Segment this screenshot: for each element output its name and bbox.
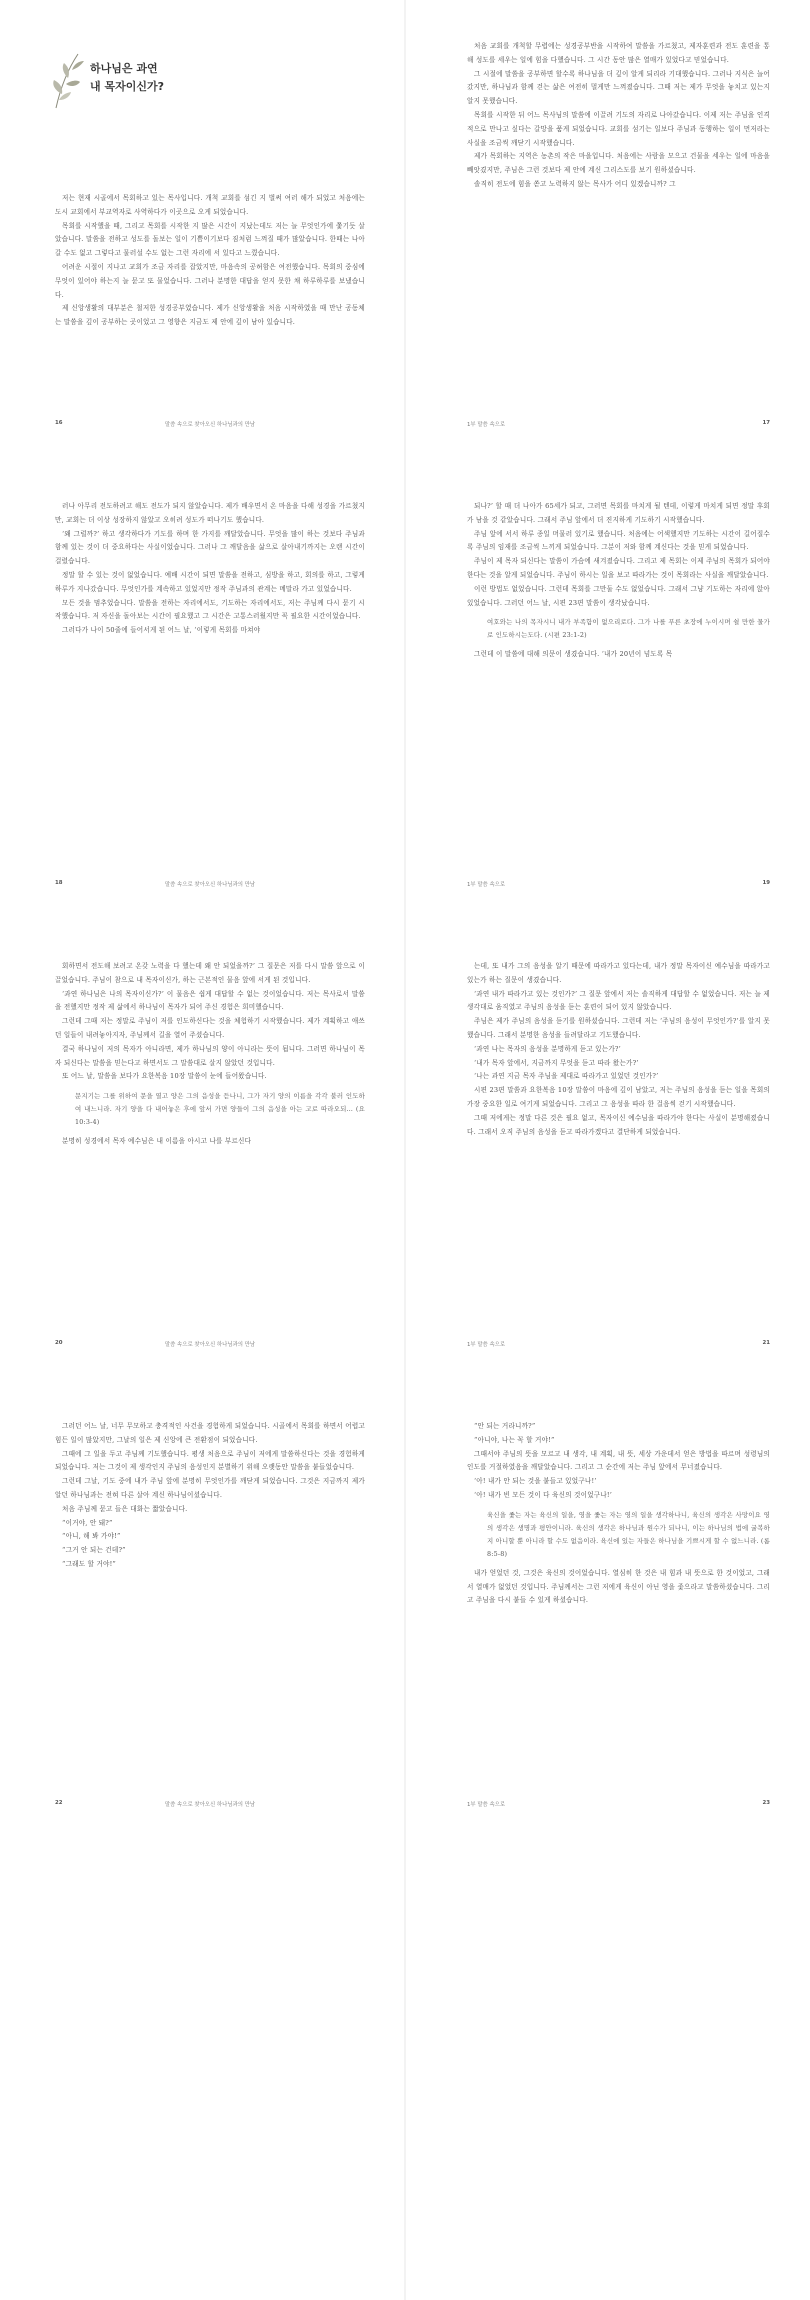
paragraph: ‘아! 내가 빈 모든 것이 다 육신의 것이었구나!’ xyxy=(474,1490,613,1499)
chapter-title-line-2: 내 목자이신가? xyxy=(90,80,164,93)
dialogue-line: “안 되는 거라니까?” xyxy=(474,1422,536,1430)
page-20 xyxy=(0,920,405,1380)
page-number: 23 xyxy=(762,1800,770,1806)
page-number: 21 xyxy=(762,1340,770,1346)
dialogue-line: “그거 안 되는 건데?” xyxy=(62,1546,126,1555)
paragraph: 는데, 또 내가 그의 음성을 알기 때문에 따라가고 있다는데, 내가 정말 목자이신 예수님을 따라가고 있는가 하는 질문이 생겼습니다. xyxy=(467,962,770,984)
paragraph: 어려운 시절이 지나고 교회가 조금 자리를 잡았지만, 마음속의 공허함은 여전했습니다. 목회의 중심에 무엇이 있어야 하는지 늘 묻고 또 물었습니다. 그러나 분명한 대답을 얻지 못한 채 하루하루를 보냈습니다. xyxy=(55,262,365,299)
paragraph: 제가 목회하는 지역은 농촌의 작은 마을입니다. 처음에는 사람을 모으고 건물을 세우는 일에 마음을 빼앗겼지만, 주님은 그런 것보다 제 안에 계신 그리스도를 보기 원하셨습니다. xyxy=(467,152,770,175)
spread-pages-20-21 xyxy=(0,920,810,1380)
scripture-quote: 육신을 좇는 자는 육신의 일을, 영을 좇는 자는 영의 일을 생각하나니, 육신의 생각은 사망이요 영의 생각은 생명과 평안이니라. 육신의 생각은 하나님과 원수가 되나니, 이는 하나님의 법에 굴복하지 아니할 뿐 아니라 할 수도 없음이라. 육신에 있는 자들은 하나님을 기쁘시게 할 수 없느니라. (롬 8:5-8) xyxy=(487,1510,770,1558)
page-21 xyxy=(405,920,810,1380)
paragraph: 러나 아무리 전도하려고 해도 전도가 되지 않았습니다. 제가 배우면서 온 마음을 다해 성경을 가르쳤지만, 교회는 더 이상 성장하지 않았고 오히려 성도가 떠나기도 했습니다. xyxy=(55,502,365,524)
page-number: 18 xyxy=(55,880,63,886)
page-footer xyxy=(55,1800,365,1810)
page-number: 17 xyxy=(762,420,770,426)
body-text xyxy=(467,40,770,192)
page-footer xyxy=(55,1340,365,1350)
paragraph: 그런데 이 말씀에 대해 의문이 생겼습니다. ‘내가 20년이 넘도록 목 xyxy=(474,650,673,659)
paragraph: ‘나는 과연 지금 목자 주님을 제대로 따라가고 있었던 것인가?’ xyxy=(474,1072,659,1081)
page-17 xyxy=(405,0,810,460)
paragraph: 시편 23편 말씀과 요한복음 10장 말씀이 마음에 깊이 남았고, 저는 주님의 음성을 듣는 일을 목회의 가장 중요한 일로 여기게 되었습니다. 그리고 그 음성을 따라 한 걸음씩 걷기 시작했습니다. xyxy=(467,1086,770,1108)
paragraph: 그런데 그날, 기도 중에 내가 주님 앞에 분명히 무엇인가를 깨닫게 되었습니다. 그것은 지금까지 제가 알던 하나님과는 전혀 다른 살아 계신 하나님이셨습니다. xyxy=(55,1477,365,1499)
page-footer xyxy=(467,420,770,430)
running-title: 1부 말씀 속으로 xyxy=(467,1802,506,1808)
paragraph: 처음 주님께 묻고 들은 대화는 짧았습니다. xyxy=(62,1504,188,1513)
body-text xyxy=(467,500,770,662)
body-text xyxy=(55,1420,365,1572)
page-number: 16 xyxy=(55,420,63,426)
page-footer xyxy=(467,1340,770,1350)
paragraph: ‘과연 나는 목자의 음성을 분명하게 듣고 있는가?’ xyxy=(474,1044,621,1053)
paragraph: 주님 앞에 서서 하루 종일 머물러 있기로 했습니다. 처음에는 어색했지만 기도하는 시간이 길어질수록 주님의 임재를 조금씩 느끼게 되었습니다. 그분이 저와 함께 계신다는 것을 믿게 되었습니다. xyxy=(467,529,770,552)
dialogue-line: “아니, 해 봐 가야!” xyxy=(62,1532,121,1541)
paragraph: 저는 현재 시골에서 목회하고 있는 목사입니다. 개척 교회를 섬긴 지 벌써 여러 해가 되었고 처음에는 도시 교회에서 부교역자로 사역하다가 이곳으로 오게 되었습니다. xyxy=(55,194,365,216)
paragraph: 그 시절에 말씀을 공부하면 할수록 하나님을 더 깊이 알게 되리라 기대했습니다. 그러나 지식은 늘어갔지만, 하나님과 함께 걷는 삶은 여전히 멀게만 느껴졌습니다. 그때 저는 제가 무엇을 놓치고 있는지 알지 못했습니다. xyxy=(467,69,770,106)
paragraph: 되나?’ 할 때 더 나아가 65세가 되고, 그러면 목회를 마치게 될 텐데, 이렇게 마치게 되면 정말 후회가 남을 것 같았습니다. 그래서 주님 앞에서 더 진지하게 기도하기 시작했습니다. xyxy=(467,502,770,524)
paragraph: 처음 교회를 개척할 무렵에는 성경공부반을 시작하여 말씀을 가르쳤고, 제자훈련과 전도 훈련을 통해 성도를 세우는 일에 힘을 다했습니다. 그 시간 동안 많은 열매가 있었다고 믿었습니다. xyxy=(467,42,770,64)
paragraph: 주님이 제 목자 되신다는 말씀이 가슴에 새겨졌습니다. 그리고 제 목회는 이제 주님의 목회가 되어야 한다는 것을 알게 되었습니다. 주님이 하시는 일을 보고 따라가는 것이 목회라는 사실을 깨달았습니다. xyxy=(467,557,770,579)
page-23 xyxy=(405,1380,810,1840)
paragraph: ‘내가 목자 앞에서, 지금까지 무엇을 듣고 따라 왔는가?’ xyxy=(474,1058,639,1067)
paragraph: 회하면서 전도해 보려고 온갖 노력을 다 했는데 왜 안 되었을까?’ 그 질문은 저를 다시 말씀 앞으로 이끌었습니다. 주님이 참으로 내 목자이신가, 하는 근본적인 물음 앞에 서게 된 것입니다. xyxy=(55,962,365,984)
dialogue-line: “그래도 할 거야!” xyxy=(62,1559,117,1568)
paragraph: 결국 하나님이 저의 목자가 아니라면, 제가 하나님의 양이 아니라는 뜻이 됩니다. 그러면 하나님이 목자 되신다는 말씀을 믿는다고 하면서도 그 말씀대로 살지 않았던 것입니다. xyxy=(55,1044,365,1067)
running-title: 1부 말씀 속으로 xyxy=(467,882,506,888)
running-title: 말씀 속으로 찾아오신 하나님과의 만남 xyxy=(164,882,256,888)
dialogue-line: “아니야, 나는 꼭 할 거야!” xyxy=(474,1435,555,1444)
spread-pages-22-23 xyxy=(0,1380,810,1840)
paragraph: 이런 방법도 없었습니다. 그런데 목회를 그만둘 수도 없었습니다. 그래서 그냥 기도하는 자리에 앉아 있었습니다. 그러던 어느 날, 시편 23편 말씀이 생각났습니다. xyxy=(467,584,770,607)
spread-pages-16-17 xyxy=(0,0,810,460)
paragraph: 그러던 어느 날, 너무 무모하고 충격적인 사건을 경험하게 되었습니다. 시골에서 목회를 하면서 어렵고 힘든 일이 많았지만, 그날의 일은 제 신앙에 큰 전환점이 되었습니다. xyxy=(55,1422,365,1444)
page-22 xyxy=(0,1380,405,1840)
dialogue-line: “이거야, 안 돼?” xyxy=(62,1518,113,1527)
page-number: 22 xyxy=(55,1800,63,1806)
body-text xyxy=(55,192,365,330)
page-number: 19 xyxy=(762,880,770,886)
scripture-quote: 여호와는 나의 목자시니 내가 부족함이 없으리로다. 그가 나를 푸른 초장에 누이시며 쉴 만한 물가로 인도하시는도다. (시편 23:1-2) xyxy=(487,618,770,640)
page-footer xyxy=(467,880,770,890)
paragraph: 또 어느 날, 말씀을 보다가 요한복음 10장 말씀이 눈에 들어왔습니다. xyxy=(62,1072,267,1081)
running-title: 말씀 속으로 찾아오신 하나님과의 만남 xyxy=(164,422,256,428)
body-text xyxy=(55,960,365,1149)
paragraph: 주님은 제가 주님의 음성을 듣기를 원하셨습니다. 그런데 저는 ‘주님의 음성이 무엇인가?’를 알지 못했습니다. 그래서 분명한 음성을 들려달라고 기도했습니다. xyxy=(467,1017,770,1039)
paragraph: 그러다가 나이 50줄에 들어서게 된 어느 날, ‘이렇게 목회를 마쳐야 xyxy=(62,626,261,635)
leaf-ornament-icon xyxy=(48,50,88,110)
paragraph: 솔직히 전도에 힘을 쏟고 노력하지 않는 목사가 어디 있겠습니까? 그 xyxy=(474,179,676,188)
page-footer xyxy=(55,880,365,890)
paragraph: 그때서야 주님의 뜻을 모르고 내 생각, 내 계획, 내 뜻, 세상 가운데서 얻은 방법을 따르며 성령님의 인도를 거절하였음을 깨달았습니다. 그리고 그 순간에 저는 주님 앞에서 무너졌습니다. xyxy=(467,1449,770,1472)
page-footer xyxy=(55,420,365,430)
paragraph: 분명히 성경에서 목자 예수님은 내 이름을 아시고 나를 부르신다 xyxy=(62,1137,252,1146)
spread-pages-18-19 xyxy=(0,460,810,920)
chapter-title xyxy=(90,60,164,96)
paragraph: ‘과연 하나님은 나의 목자이신가?’ 이 물음은 쉽게 대답할 수 없는 것이었습니다. 저는 목사로서 말씀을 전했지만 정작 제 삶에서 하나님이 목자가 되어 주신 경험은 희미했습니다. xyxy=(55,989,365,1012)
page-number: 20 xyxy=(55,1340,63,1346)
paragraph: ‘왜 그럴까?’ 하고 생각하다가 기도를 하며 한 가지를 깨달았습니다. 무엇을 많이 하는 것보다 주님과 함께 있는 것이 더 중요하다는 사실이었습니다. 그러나 그 깨달음을 삶으로 살아내기까지는 오랜 시간이 걸렸습니다. xyxy=(55,529,365,566)
body-text xyxy=(55,500,365,638)
page-18 xyxy=(0,460,405,920)
paragraph: ‘과연 내가 따라가고 있는 것인가?’ 그 질문 앞에서 저는 솔직하게 대답할 수 없었습니다. 저는 늘 제 생각대로 움직였고 주님의 음성을 듣는 훈련이 되어 있지 않았습니다. xyxy=(467,989,770,1012)
scripture-quote: 문지기는 그를 위하여 문을 열고 양은 그의 음성을 듣나니, 그가 자기 양의 이름을 각각 불러 인도하여 내느니라. 자기 양을 다 내어놓은 후에 앞서 가면 양들이 그의 음성을 아는 고로 따라오되… (요 10:3-4) xyxy=(75,1092,365,1127)
page-16 xyxy=(0,0,405,460)
running-title: 1부 말씀 속으로 xyxy=(467,422,506,428)
paragraph: 목회를 시작했을 때, 그리고 목회를 시작한 지 많은 시간이 지났는데도 저는 늘 무엇인가에 쫓기듯 살았습니다. 말씀을 전하고 성도를 돌보는 일이 기쁨이기보다 짐처럼 느껴질 때가 많았습니다. 한때는 나아갈 수도 없고 그렇다고 물러설 수도 없는 그런 자리에 서 있다고 느꼈습니다. xyxy=(55,221,365,258)
body-text xyxy=(467,960,770,1139)
paragraph: 그런데 그때 저는 정말로 주님이 저를 인도하신다는 것을 체험하기 시작했습니다. 제가 계획하고 애쓰던 일들이 내려놓아지자, 주님께서 길을 열어 주셨습니다. xyxy=(55,1017,365,1039)
paragraph: 내가 얻었던 것, 그것은 육신의 것이었습니다. 열심히 한 것은 내 힘과 내 뜻으로 한 것이었고, 그래서 열매가 없었던 것입니다. 주님께서는 그런 저에게 육신이 아닌 영을 좇으라고 말씀하셨습니다. 그리고 주님을 다시 붙들 수 있게 하셨습니다. xyxy=(467,1568,770,1605)
paragraph: 목회를 시작한 뒤 어느 목사님의 말씀에 이끌려 기도의 자리로 나아갔습니다. 이제 저는 주님을 인격적으로 만나고 싶다는 갈망을 품게 되었습니다. 교회를 섬기는 일보다 주님과 동행하는 일이 먼저라는 사실을 조금씩 깨닫기 시작했습니다. xyxy=(467,110,770,147)
paragraph: 제 신앙생활의 대부분은 철저한 성경공부였습니다. 제가 신앙생활을 처음 시작하였을 때 만난 공동체는 말씀을 깊이 공부하는 곳이었고 그 영향은 지금도 제 안에 깊이 남아 있습니다. xyxy=(55,304,365,327)
paragraph: 그때 저에게는 정말 다른 것은 필요 없고, 목자이신 예수님을 따라가야 한다는 사실이 분명해졌습니다. 그래서 오직 주님의 음성을 듣고 따라가겠다고 결단하게 되었습니다. xyxy=(467,1113,770,1136)
page-footer xyxy=(467,1800,770,1810)
paragraph: 정말 할 수 있는 것이 없었습니다. 예배 시간이 되면 말씀을 전하고, 심방을 하고, 회의를 하고, 그렇게 하루가 지나갔습니다. 무엇인가를 계속하고 있었지만 정작 주님과의 관계는 메말라 가고 있었습니다. xyxy=(55,570,365,593)
paragraph: 그때에 그 일을 두고 주님께 기도했습니다. 평생 처음으로 주님이 저에게 말씀하신다는 것을 경험하게 되었습니다. 저는 그것이 제 생각인지 주님의 음성인지 분별하기 위해 오랫동안 말씀을 붙들었습니다. xyxy=(55,1449,365,1472)
paragraph: ‘아! 내가 안 되는 것을 붙들고 있었구나!’ xyxy=(474,1477,597,1486)
chapter-title-line-1: 하나님은 과연 xyxy=(90,62,158,75)
running-title: 말씀 속으로 찾아오신 하나님과의 만남 xyxy=(164,1802,256,1808)
page-19 xyxy=(405,460,810,920)
running-title: 말씀 속으로 찾아오신 하나님과의 만남 xyxy=(164,1342,256,1348)
body-text xyxy=(467,1420,770,1608)
paragraph: 모든 것을 멈추었습니다. 말씀을 전하는 자리에서도, 기도하는 자리에서도, 저는 주님께 다시 묻기 시작했습니다. 저 자신을 돌아보는 시간이 필요했고 그 시간은 고통스러웠지만 꼭 필요한 시간이었습니다. xyxy=(55,598,365,621)
running-title: 1부 말씀 속으로 xyxy=(467,1342,506,1348)
